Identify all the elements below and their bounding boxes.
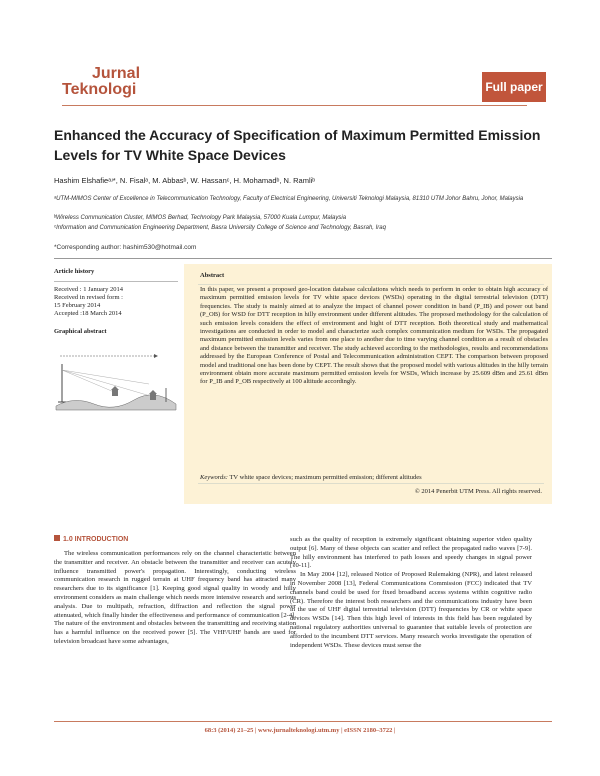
page-footer: 68:3 (2014) 21–25 | www.jurnalteknologi.utm.my | eISSN 2180–3722 | xyxy=(204,727,396,734)
author-list: Hashim Elshafieᵃʴ*, N. Fisalᵃ, M. Abbasᵇ, W. Hassanᶜ, H. Mohamadᵇ, N. Ramliᵇ xyxy=(54,176,316,185)
body-column-left: The wireless communication performances rely on the channel characteristic between the transmitter and receiver. An obstacle between the transmitter and receiver can acutely influence transmitted power's propagation. Interestingly, conducting wireless communication research in rugged terrain at UHF frequency band has attracted many researchers due to its significance [1]. Keeping good signal quality in woody and hilly environment considers as main challenge which needs more intensive research and serious analysis. Due to multipath, refraction, diffraction and reflection the signal power attenuated, which finally hinder the effectiveness and performance of communication [2-4]. The nature of the environment and obstacles between the transmitting and receiving station has a harmful influence on the received power [5]. The VHF/UHF bands are used for television broadcast have some advantages, xyxy=(54,550,296,645)
section-bullet xyxy=(54,535,60,541)
hilly-terrain xyxy=(56,395,176,410)
keywords-rule xyxy=(198,483,544,484)
full-paper-badge: Full paper xyxy=(482,72,546,102)
signal-path-2 xyxy=(62,370,149,384)
arrow-head xyxy=(154,354,158,358)
journal-logo-line1: Jurnal xyxy=(92,65,141,82)
journal-logo-line2: Teknologi xyxy=(62,81,137,98)
affiliation-a: ᵃUTM-MIMOS Center of Excellence in Telecommunication Technology, Faculty of Electrical Engineering, Universiti Teknologi Malaysia, 81310 UTM Johor Bahru, Johor, Malaysia xyxy=(54,196,524,202)
house-2 xyxy=(150,394,156,400)
section-heading-text: 1.0 INTRODUCTION xyxy=(63,536,129,543)
graphical-abstract-figure xyxy=(54,344,178,414)
corresponding-author: *Corresponding author: hashim530@hotmail.com xyxy=(54,244,197,251)
journal-logo xyxy=(62,66,182,98)
affiliation-c: ᶜInformation and Communication Engineering Department, Basra University College of Science and Technology, Basrah, Iraq xyxy=(54,225,386,231)
abstract-text: In this paper, we present a proposed geo-location database calculations which needs to perform in order to obtain high accuracy of maximum permitted emission levels for TV white space devices (WSDs) operating in the digital terrestrial television (DTT) frequencies. The study is mainly aimed at to analyze the impact of channel power condition in band (P_IB) and power out band (P_OB) for WSD for DTT reception in hilly environment under different altitudes. The proposed methodology for the calculation of such emission levels considers the effect of environment and hight of DTT reception. Both theoretical study and mathematical investigations are conducted in order to model and characterize such complex communication medium for WSDs. The propagated maximum permitted emission levels varies from one place to another due to time varying channel condition as a result of obstacles and distance between the transmitter and receiver. The study achieved according to the methodologies, results and recommendations addressed by the European Conference of Postal and Telecommunication administration CEPT. The comparison between proposed model and traditional one has been done by CEPT. The result shows that the proposed model with various altitudes in the hilly terrain environment obtain more accurate maximum permitted emission levels for WSDs, Which increase by 25.609 dBm and 25.61 dBm for P_IB and P_OB respectively at 100 altitude accordingly. xyxy=(200,286,548,386)
article-history-heading: Article history xyxy=(54,268,95,275)
affiliation-b: ᵇWireless Communication Cluster, MIMOS Berhad, Technology Park Malaysia, 57000 Kuala Lumpur, Malaysia xyxy=(54,215,347,221)
history-revised-date: 15 February 2014 xyxy=(54,302,101,309)
copyright-notice: © 2014 Penerbit UTM Press. All rights reserved. xyxy=(414,488,542,495)
history-revised-label: Received in revised form : xyxy=(54,294,123,301)
signal-path-1 xyxy=(62,370,114,392)
house-2-roof xyxy=(149,390,157,394)
abstract-rule xyxy=(198,284,544,285)
abstract-box xyxy=(184,264,552,504)
body-paragraph-2: In May 2004 [12], released Notice of Proposed Rulemaking (NPR), and latest released in November 2008 [13], Federal Communications Commission (FCC) indicated that TV channels band could be used for fixed broadband access systems within cognitive radio (CR). Therefore the interest both researchers and the communications industry have been in the use of UHF digital terrestrial television (DTT) frequencies by CR or white space devices WSDs [14]. Then this high level of interests in this field has been regulated by national regulatory authorities universal to guarantee that suitable levels of protection are afforded to the incumbent DTT services. Many research works investigate the operation of independent WSDs. These devices must sense the xyxy=(290,571,532,649)
article-history-rule xyxy=(54,281,178,282)
history-accepted: Accepted :18 March 2014 xyxy=(54,310,122,317)
keywords-label: Keywords: xyxy=(200,474,228,481)
paper-title: Enhanced the Accuracy of Specification of Maximum Permitted Emission Levels for TV White Space Devices xyxy=(54,127,541,163)
history-received: Received : 1 January 2014 xyxy=(54,286,123,293)
body-paragraph-1: such as the quality of reception is extremely significant obtaining superior video quality output [6]. Many of these objects can scatter and reflect the propagated radio waves [7-9]. The hilly environment has interfered to path losses and speedy changes in signal power [10-11]. xyxy=(290,536,532,570)
section-heading xyxy=(54,535,128,543)
front-matter-divider xyxy=(54,258,552,259)
keywords xyxy=(200,474,548,481)
body-column-right xyxy=(290,536,532,650)
house-1 xyxy=(112,390,118,396)
graphical-abstract-heading: Graphical abstract xyxy=(54,328,107,335)
abstract-heading: Abstract xyxy=(200,272,225,279)
keywords-text: TV white space devices; maximum permitted emission; different altitudes xyxy=(229,474,422,481)
header-divider xyxy=(62,105,527,106)
footer-divider xyxy=(54,721,552,722)
